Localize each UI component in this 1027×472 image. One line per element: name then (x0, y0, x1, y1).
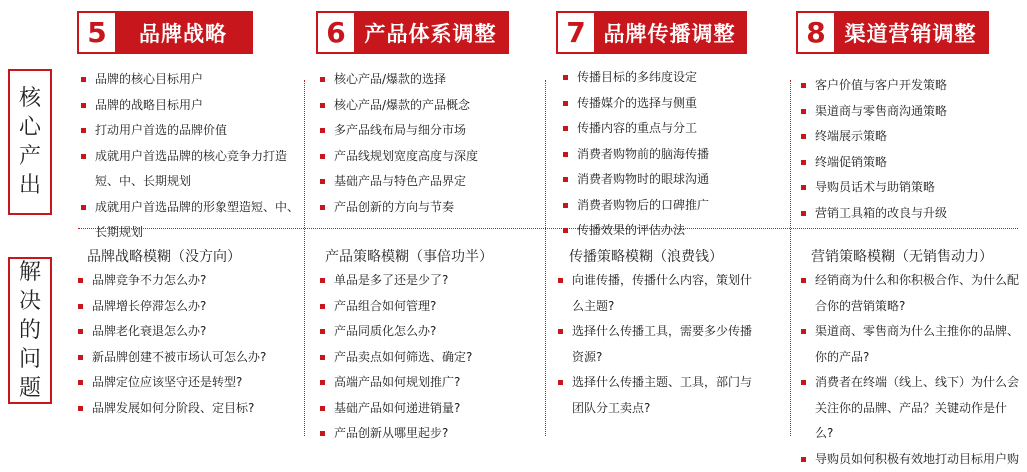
column-divider-3 (790, 80, 791, 436)
header-number: 5 (79, 13, 115, 52)
list-item: 终端促销策略 (799, 150, 1024, 176)
list-item: 品牌竞争不力怎么办? (76, 268, 298, 294)
list-item: 成就用户首选品牌的核心竞争力打造短、中、长期规划 (79, 144, 301, 195)
list-item: 基础产品与特色产品界定 (318, 169, 540, 195)
list-item: 新品牌创建不被市场认可怎么办? (76, 345, 298, 371)
list-item: 消费者购物时的眼球沟通 (561, 167, 786, 193)
problems-brand-strategy (76, 268, 298, 421)
problem-title-brand-strategy: 品牌战略模糊（没方向） (87, 246, 241, 266)
list-item: 核心产品/爆款的产品概念 (318, 93, 540, 119)
list-item: 产品同质化怎么办? (318, 319, 540, 345)
list-item: 基础产品如何递进销量? (318, 396, 540, 422)
list-item: 经销商为什么和你积极合作、为什么配合你的营销策略? (799, 268, 1024, 319)
list-item: 消费者购物前的脑海传播 (561, 142, 786, 168)
header-brand-strategy (77, 11, 253, 54)
list-item: 选择什么传播主题、工具，部门与团队分工卖点? (556, 370, 761, 421)
list-item: 终端展示策略 (799, 124, 1024, 150)
list-item: 消费者购物后的口碑推广 (561, 193, 786, 219)
list-item: 产品创新的方向与节奏 (318, 195, 540, 221)
problem-title-brand-communication: 传播策略模糊（浪费钱） (569, 246, 723, 266)
row-label-core-output-text: 核 心 产 出 (19, 84, 41, 200)
list-item: 品牌发展如何分阶段、定目标? (76, 396, 298, 422)
list-item: 导购员如何积极有效地打动目标用户购 (799, 447, 1024, 472)
outputs-brand-strategy (79, 67, 301, 221)
list-item: 渠道商、零售商为什么主推你的品牌、你的产品? (799, 319, 1024, 370)
column-divider-2 (545, 80, 546, 436)
list-item: 打动用户首选的品牌价值 (79, 118, 301, 144)
list-item: 产品创新从哪里起步? (318, 421, 540, 447)
list-item: 客户价值与客户开发策略 (799, 73, 1024, 99)
list-item: 品牌增长停滞怎么办? (76, 294, 298, 320)
header-brand-communication (556, 11, 747, 54)
list-item: 消费者在终端（线上、线下）为什么会关注你的品牌、产品？关键动作是什么? (799, 370, 1024, 447)
list-item: 产品组合如何管理? (318, 294, 540, 320)
problems-brand-communication (556, 268, 761, 421)
list-item: 核心产品/爆款的选择 (318, 67, 540, 93)
header-channel-marketing (796, 11, 989, 54)
list-item: 单品是多了还是少了? (318, 268, 540, 294)
list-item: 成就用户首选品牌的形象塑造短、中、长期规划 (79, 195, 301, 221)
list-item: 高端产品如何规划推广? (318, 370, 540, 396)
header-title: 品牌战略 (115, 13, 251, 52)
problems-product-system (318, 268, 540, 447)
list-item: 向谁传播，传播什么内容，策划什么主题? (556, 268, 761, 319)
header-title: 品牌传播调整 (594, 13, 745, 52)
list-item: 选择什么传播工具，需要多少传播资源? (556, 319, 761, 370)
list-item: 品牌老化衰退怎么办? (76, 319, 298, 345)
header-title: 产品体系调整 (354, 13, 507, 52)
list-item: 渠道商与零售商沟通策略 (799, 99, 1024, 125)
column-divider-1 (304, 80, 305, 436)
list-item: 产品线规划宽度高度与深度 (318, 144, 540, 170)
header-number: 7 (558, 13, 594, 52)
problem-title-channel-marketing: 营销策略模糊（无销售动力） (811, 246, 993, 266)
list-item: 营销工具箱的改良与升级 (799, 201, 1024, 227)
outputs-product-system (318, 67, 540, 220)
list-item: 品牌的战略目标用户 (79, 93, 301, 119)
row-divider (78, 228, 1018, 229)
list-item: 多产品线布局与细分市场 (318, 118, 540, 144)
problem-title-product-system: 产品策略模糊（事倍功半） (325, 246, 493, 266)
list-item: 传播媒介的选择与侧重 (561, 91, 786, 117)
header-number: 8 (798, 13, 834, 52)
row-label-problems-text: 解 决 的 问 题 (19, 258, 41, 403)
list-item: 品牌定位应该坚守还是转型? (76, 370, 298, 396)
row-label-problems (8, 257, 52, 404)
outputs-brand-communication (561, 65, 786, 244)
list-item: 产品卖点如何筛选、确定? (318, 345, 540, 371)
header-number: 6 (318, 13, 354, 52)
list-item: 传播效果的评估办法 (561, 218, 786, 244)
header-title: 渠道营销调整 (834, 13, 987, 52)
problems-channel-marketing (799, 268, 1024, 472)
outputs-channel-marketing (799, 73, 1024, 226)
list-item: 传播目标的多纬度设定 (561, 65, 786, 91)
list-item: 导购员话术与助销策略 (799, 175, 1024, 201)
row-label-core-output (8, 69, 52, 215)
list-item: 品牌的核心目标用户 (79, 67, 301, 93)
header-product-system (316, 11, 509, 54)
list-item: 传播内容的重点与分工 (561, 116, 786, 142)
